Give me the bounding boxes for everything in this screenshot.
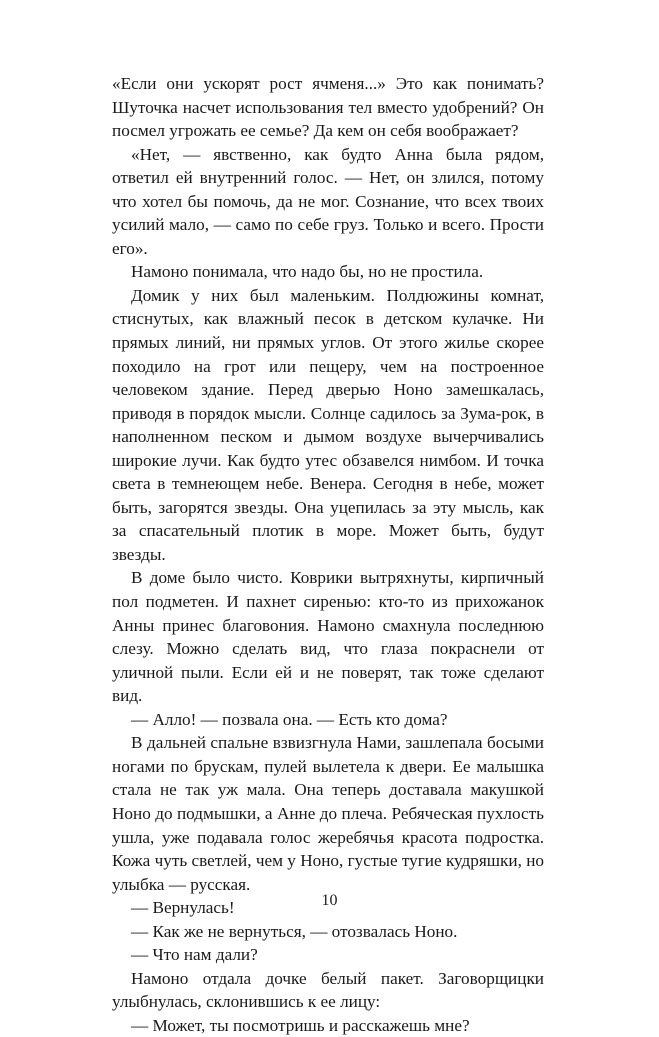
dialogue-line-5: — Может, ты посмотришь и расскажешь мне? bbox=[131, 1015, 470, 1035]
paragraph-5: В доме было чисто. Коврики вытряхнуты, кирпичный пол подметен. И пахнет сиренью: кто-то из прихожанок Анны принес благовония. Намоно смахнула последнюю слезу. Можно сделать вид, что глаза покраснели от уличной пыли. Если ей и не поверят, так тоже сделают вид. bbox=[112, 568, 544, 706]
paragraph-2: «Нет, — явственно, как будто Анна была рядом, ответил ей внутренний голос. — Нет, он злился, потому что хотел бы помочь, да не мог. Сознание, что всех твоих усилий мало, — само по себе груз. Только и всего. Прости его». bbox=[112, 144, 544, 258]
paragraph-11: Намоно отдала дочке белый пакет. Заговорщицки улыбнулась, склонившись к ее лицу: bbox=[112, 968, 544, 1012]
page-number: 10 bbox=[321, 892, 338, 909]
dialogue-line-2: — Вернулась! bbox=[131, 898, 235, 918]
paragraph-7: В дальней спальне взвизгнула Нами, зашлепала босыми ногами по брускам, пулей вылетела к двери. Ее малышка стала не так уж мала. Она теперь доставала макушкой Ноно до подмышки, а Анне до плеча. Ребяческая пухлость ушла, уже подавала голос жеребячья красота подростка. Кожа чуть светлей, чем у Ноно, густые тугие кудряшки, но улыбка — русская. bbox=[112, 733, 544, 894]
paragraph-1: «Если они ускорят рост ячменя...» Это как понимать? Шуточка насчет использования тел вместо удобрений? Он посмел угрожать ее семье? Да кем он себя воображает? bbox=[112, 74, 544, 141]
paragraph-4: Домик у них был маленьким. Полдюжины комнат, стиснутых, как влажный песок в детском кулачке. Ни прямых линий, ни прямых углов. От этого жилье скорее походило на грот или пещеру, чем на построенное человеком здание. Перед дверью Ноно замешкалась, приводя в порядок мысли. Солнце садилось за Зума-рок, в наполненном песком и дымом воздухе вычерчивались широкие лучи. Как будто утес обзавелся нимбом. И точка света в темнеющем небе. Венера. Сегодня в небе, может быть, загорятся звезды. Она уцепилась за эту мысль, как за спасательный плотик в море. Может быть, будут звезды. bbox=[112, 285, 544, 564]
dialogue-line-3: — Как же не вернуться, — отозвалась Ноно. bbox=[131, 921, 458, 941]
dialogue-line-4: — Что нам дали? bbox=[131, 945, 258, 965]
paragraph-3: Намоно понимала, что надо бы, но не простила. bbox=[131, 262, 484, 282]
dialogue-line-1: — Алло! — позвала она. — Есть кто дома? bbox=[131, 709, 448, 729]
